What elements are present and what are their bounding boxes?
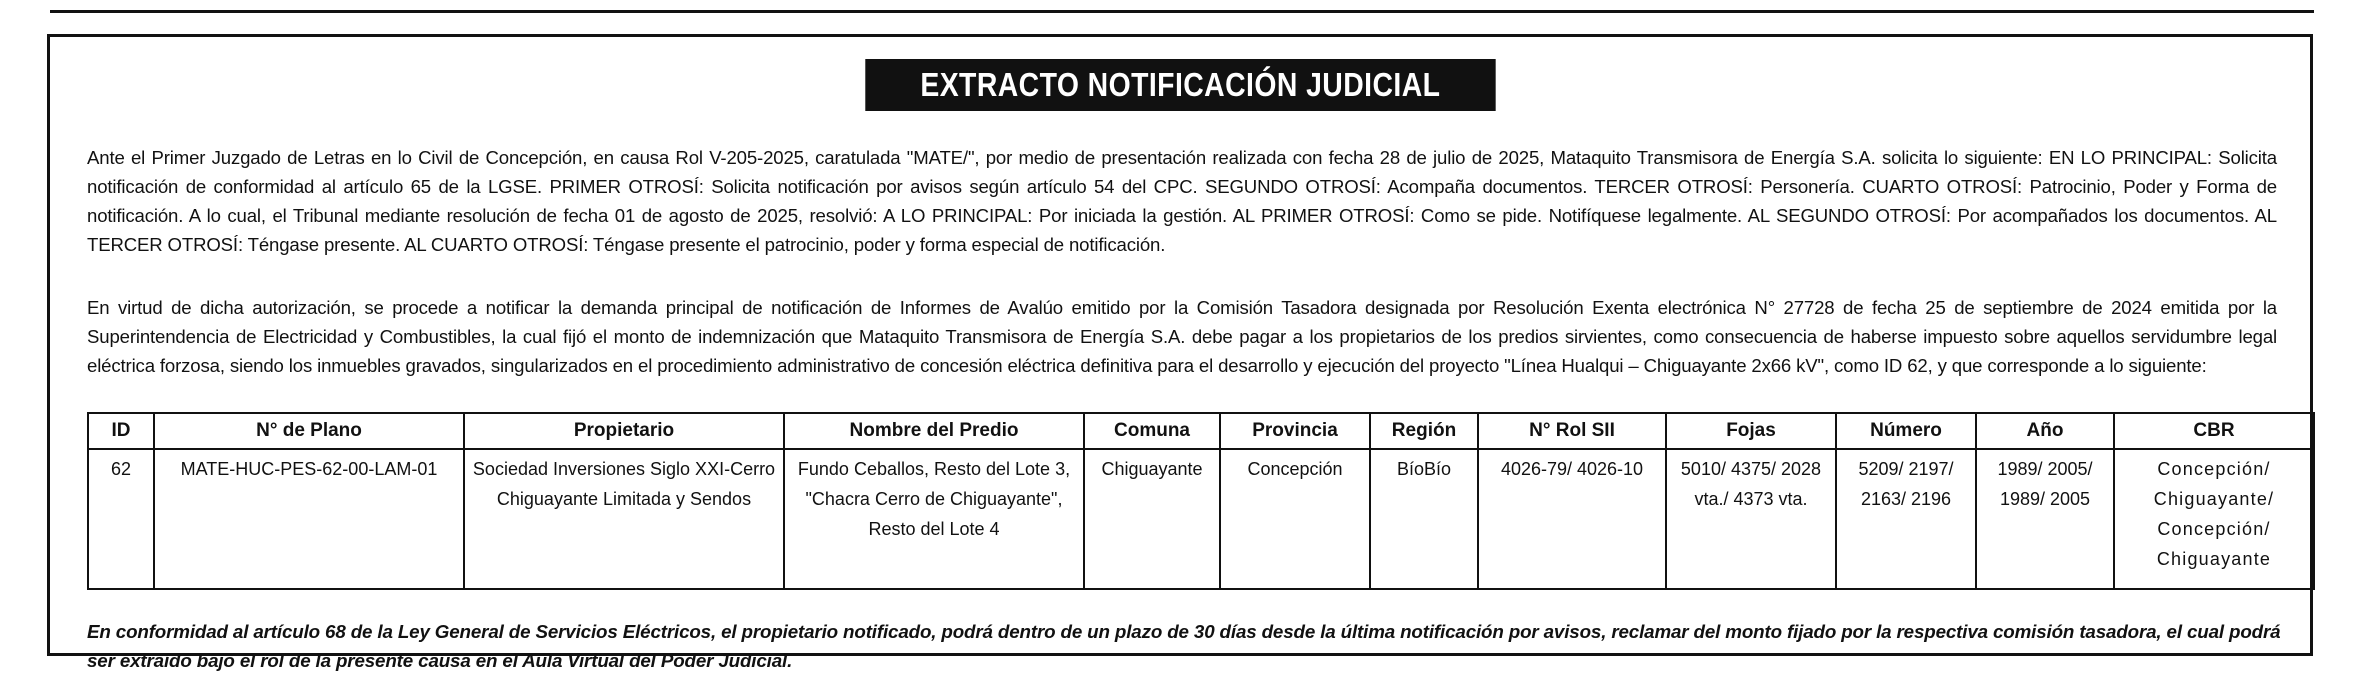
header-numero: Número <box>1836 413 1976 449</box>
header-rol: N° Rol SII <box>1478 413 1666 449</box>
header-region: Región <box>1370 413 1478 449</box>
cell-predio: Fundo Ceballos, Resto del Lote 3, "Chacra Cerro de Chiguayante", Resto del Lote 4 <box>784 449 1084 589</box>
header-provincia: Provincia <box>1220 413 1370 449</box>
header-propietario: Propietario <box>464 413 784 449</box>
top-rule <box>50 10 2314 13</box>
paragraph-resolution: Ante el Primer Juzgado de Letras en lo Civil de Concepción, en causa Rol V-205-2025, caratulada "MATE/", por medio de presentación realizada con fecha 28 de julio de 2025, Mataquito Transmisora de Energía S.A. solicita lo siguiente: EN LO PRINCIPAL: Solicita notificación de conformidad al artículo 65 de la LGSE. PRIMER OTROSÍ: Solicita notificación por avisos según artículo 54 del CPC. SEGUNDO OTROSÍ: Acompaña documentos. TERCER OTROSÍ: Personería. CUARTO OTROSÍ: Patrocinio, Poder y Forma de notificación. A lo cual, el Tribunal mediante resolución de fecha 01 de agosto de 2025, resolvió: A LO PRINCIPAL: Por iniciada la gestión. AL PRIMER OTROSÍ: Como se pide. Notifíquese legalmente. AL SEGUNDO OTROSÍ: Por acompañados los documentos. AL TERCER OTROSÍ: Téngase presente. AL CUARTO OTROSÍ: Téngase presente el patrocinio, poder y forma especial de notificación. <box>87 147 2277 255</box>
header-plano: N° de Plano <box>154 413 464 449</box>
cell-comuna: Chiguayante <box>1084 449 1220 589</box>
cell-cbr: Concepción/ Chiguayante/ Concepción/ Chiguayante <box>2114 449 2314 589</box>
cell-plano: MATE-HUC-PES-62-00-LAM-01 <box>154 449 464 589</box>
notice-title: EXTRACTO NOTIFICACIÓN JUDICIAL <box>865 59 1495 111</box>
table-header-row <box>88 413 2314 449</box>
notice-frame <box>47 34 2313 671</box>
cell-id: 62 <box>88 449 154 589</box>
header-anio: Año <box>1976 413 2114 449</box>
property-table-wrap <box>87 412 2313 590</box>
cell-fojas: 5010/ 4375/ 2028 vta./ 4373 vta. <box>1666 449 1836 589</box>
header-id: ID <box>88 413 154 449</box>
header-fojas: Fojas <box>1666 413 1836 449</box>
cell-rol: 4026-79/ 4026-10 <box>1478 449 1666 589</box>
cell-anio: 1989/ 2005/ 1989/ 2005 <box>1976 449 2114 589</box>
header-predio: Nombre del Predio <box>784 413 1084 449</box>
cell-provincia: Concepción <box>1220 449 1370 589</box>
paragraph-notification: En virtud de dicha autorización, se procede a notificar la demanda principal de notificación de Informes de Avalúo emitido por la Comisión Tasadora designada por Resolución Exenta electrónica N° 27728 de fecha 25 de septiembre de 2024 emitida por la Superintendencia de Electricidad y Combustibles, la cual fijó el monto de indemnización que Mataquito Transmisora de Energía S.A. debe pagar a los propietarios de los predios sirvientes, como consecuencia de haberse impuesto sobre aquellos servidumbre legal eléctrica forzosa, siendo los inmuebles gravados, singularizados en el procedimiento administrativo de concesión eléctrica definitiva para el desarrollo y ejecución del proyecto "Línea Hualqui – Chiguayante 2x66 kV", como ID 62, y que corresponde a lo siguiente: <box>87 297 2277 376</box>
header-cbr: CBR <box>2114 413 2314 449</box>
cell-propietario: Sociedad Inversiones Siglo XXI-Cerro Chiguayante Limitada y Sendos <box>464 449 784 589</box>
cell-numero: 5209/ 2197/ 2163/ 2196 <box>1836 449 1976 589</box>
footer-note: En conformidad al artículo 68 de la Ley General de Servicios Eléctricos, el propietario notificado, podrá dentro de un plazo de 30 días desde la última notificación por avisos, reclamar del monto fijado por la respectiva comisión tasadora, el cual podrá ser extraído bajo el rol de la presente causa en el Aula Virtual del Poder Judicial. <box>87 621 2281 671</box>
cell-region: BíoBío <box>1370 449 1478 589</box>
property-table <box>87 412 2315 590</box>
header-comuna: Comuna <box>1084 413 1220 449</box>
title-wrap <box>50 59 2310 111</box>
table-row <box>88 449 2314 589</box>
